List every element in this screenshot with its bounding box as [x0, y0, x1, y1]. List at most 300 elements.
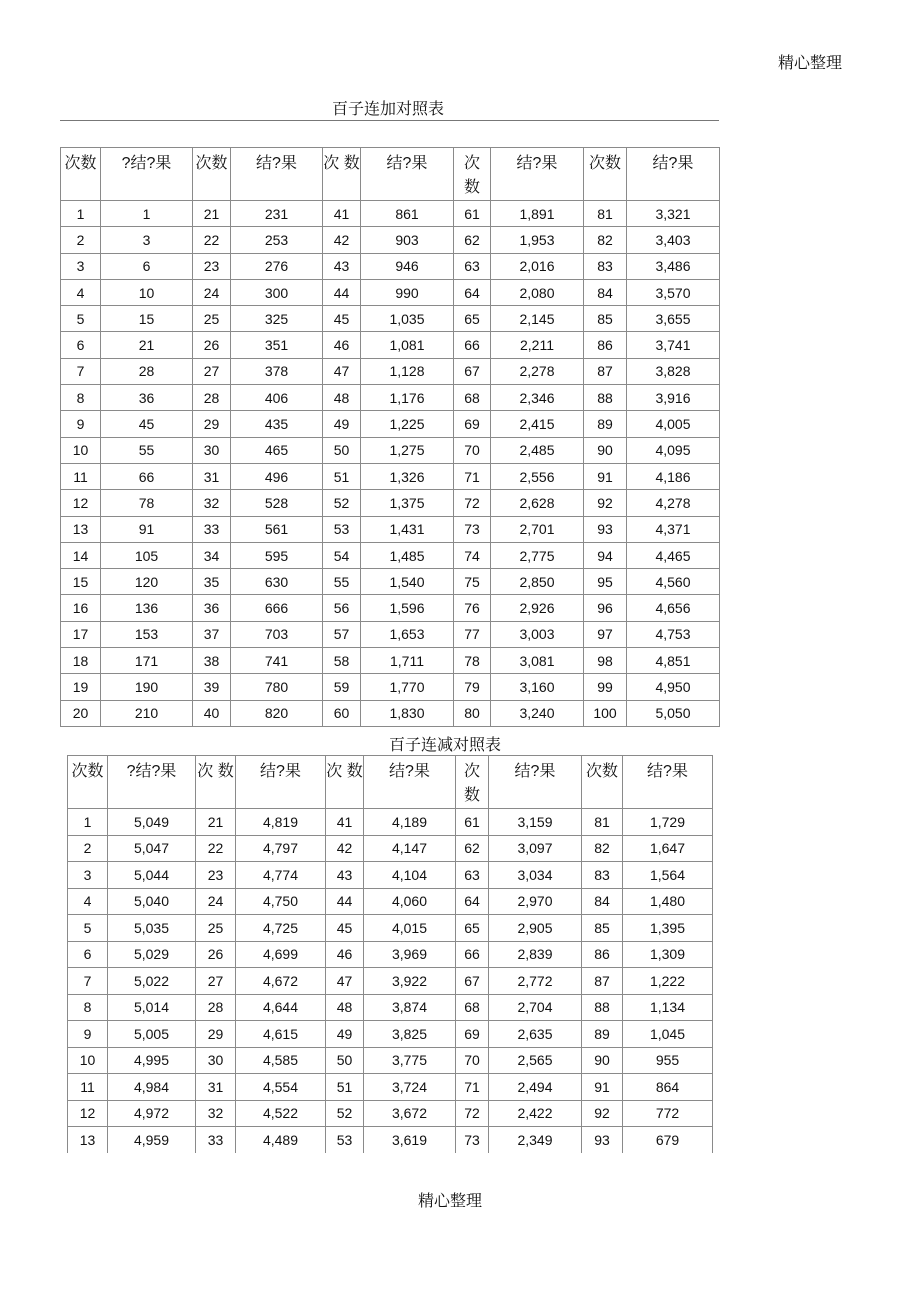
count-cell: 5 [61, 306, 101, 332]
count-cell: 58 [323, 648, 361, 674]
result-cell: 4,995 [108, 1047, 196, 1074]
result-cell: 561 [231, 516, 323, 542]
result-cell: 153 [101, 621, 193, 647]
result-cell: 1,176 [361, 385, 454, 411]
count-cell: 12 [61, 490, 101, 516]
result-cell: 2,926 [491, 595, 584, 621]
count-cell: 2 [61, 227, 101, 253]
result-cell: 2,775 [491, 542, 584, 568]
subtraction-table-title: 百子连减对照表 [389, 737, 502, 754]
result-cell: 666 [231, 595, 323, 621]
count-cell: 66 [456, 941, 489, 968]
header-result-5: 结?果 [627, 148, 720, 201]
result-cell: 1,540 [361, 569, 454, 595]
result-cell: 4,585 [236, 1047, 326, 1074]
count-cell: 53 [326, 1127, 364, 1154]
count-cell: 63 [454, 253, 491, 279]
count-cell: 96 [584, 595, 627, 621]
result-cell: 36 [101, 385, 193, 411]
result-cell: 2,080 [491, 279, 584, 305]
result-cell: 28 [101, 358, 193, 384]
table-row [61, 358, 720, 384]
result-cell: 3,403 [627, 227, 720, 253]
count-cell: 48 [326, 994, 364, 1021]
result-cell: 3,874 [364, 994, 456, 1021]
result-cell: 2,145 [491, 306, 584, 332]
result-cell: 5,050 [627, 700, 720, 726]
result-cell: 1 [101, 201, 193, 227]
result-cell: 595 [231, 542, 323, 568]
result-cell: 2,016 [491, 253, 584, 279]
count-cell: 64 [456, 888, 489, 915]
count-cell: 3 [68, 862, 108, 889]
result-cell: 2,635 [489, 1021, 582, 1048]
result-cell: 4,186 [627, 463, 720, 489]
count-cell: 61 [456, 809, 489, 836]
result-cell: 406 [231, 385, 323, 411]
result-cell: 2,415 [491, 411, 584, 437]
count-cell: 44 [326, 888, 364, 915]
result-cell: 190 [101, 674, 193, 700]
table-row [61, 542, 720, 568]
result-cell: 2,628 [491, 490, 584, 516]
result-cell: 4,371 [627, 516, 720, 542]
table-row [68, 1127, 713, 1154]
count-cell: 83 [584, 253, 627, 279]
result-cell: 1,134 [623, 994, 713, 1021]
header-count-3: 次 数 [323, 148, 361, 201]
count-cell: 82 [584, 227, 627, 253]
result-cell: 210 [101, 700, 193, 726]
count-cell: 76 [454, 595, 491, 621]
result-cell: 1,081 [361, 332, 454, 358]
count-cell: 71 [454, 463, 491, 489]
result-cell: 1,128 [361, 358, 454, 384]
count-cell: 11 [61, 463, 101, 489]
addition-table [60, 147, 720, 727]
count-cell: 2 [68, 835, 108, 862]
header-count-1: 次数 [61, 148, 101, 201]
count-cell: 63 [456, 862, 489, 889]
count-cell: 25 [193, 306, 231, 332]
count-cell: 82 [582, 835, 623, 862]
count-cell: 72 [456, 1100, 489, 1127]
table-row [61, 463, 720, 489]
result-cell: 1,275 [361, 437, 454, 463]
count-cell: 47 [323, 358, 361, 384]
result-cell: 5,044 [108, 862, 196, 889]
count-cell: 28 [196, 994, 236, 1021]
count-cell: 8 [61, 385, 101, 411]
count-cell: 85 [584, 306, 627, 332]
count-cell: 92 [582, 1100, 623, 1127]
result-cell: 21 [101, 332, 193, 358]
result-cell: 2,346 [491, 385, 584, 411]
result-cell: 990 [361, 279, 454, 305]
count-cell: 62 [454, 227, 491, 253]
table-row [68, 915, 713, 942]
count-cell: 91 [582, 1074, 623, 1101]
count-cell: 43 [326, 862, 364, 889]
count-cell: 99 [584, 674, 627, 700]
header-count-2: 次数 [193, 148, 231, 201]
header-count-4: 次 数 [454, 148, 491, 201]
count-cell: 67 [456, 968, 489, 995]
table-row [61, 490, 720, 516]
subtraction-header-row [68, 756, 713, 809]
result-cell: 1,375 [361, 490, 454, 516]
count-cell: 94 [584, 542, 627, 568]
table-row [61, 306, 720, 332]
result-cell: 300 [231, 279, 323, 305]
result-cell: 3,619 [364, 1127, 456, 1154]
table-row [61, 201, 720, 227]
result-cell: 2,556 [491, 463, 584, 489]
result-cell: 1,891 [491, 201, 584, 227]
result-cell: 2,970 [489, 888, 582, 915]
table-row [61, 253, 720, 279]
table-row [68, 1047, 713, 1074]
count-cell: 10 [61, 437, 101, 463]
count-cell: 45 [323, 306, 361, 332]
result-cell: 5,029 [108, 941, 196, 968]
result-cell: 4,465 [627, 542, 720, 568]
count-cell: 32 [193, 490, 231, 516]
result-cell: 820 [231, 700, 323, 726]
table-row [61, 385, 720, 411]
result-cell: 4,672 [236, 968, 326, 995]
table-row [61, 516, 720, 542]
result-cell: 171 [101, 648, 193, 674]
result-cell: 1,222 [623, 968, 713, 995]
result-cell: 3,081 [491, 648, 584, 674]
count-cell: 97 [584, 621, 627, 647]
title-divider [60, 120, 719, 121]
result-cell: 741 [231, 648, 323, 674]
count-cell: 70 [454, 437, 491, 463]
result-cell: 2,494 [489, 1074, 582, 1101]
count-cell: 68 [454, 385, 491, 411]
header-count-5: 次数 [584, 148, 627, 201]
header-result-2: 结?果 [231, 148, 323, 201]
result-cell: 4,189 [364, 809, 456, 836]
header-result-1: ?结?果 [108, 756, 196, 809]
result-cell: 4,554 [236, 1074, 326, 1101]
result-cell: 5,014 [108, 994, 196, 1021]
header-count-1: 次数 [68, 756, 108, 809]
result-cell: 4,959 [108, 1127, 196, 1154]
count-cell: 11 [68, 1074, 108, 1101]
count-cell: 77 [454, 621, 491, 647]
result-cell: 2,772 [489, 968, 582, 995]
count-cell: 24 [196, 888, 236, 915]
count-cell: 9 [61, 411, 101, 437]
count-cell: 48 [323, 385, 361, 411]
result-cell: 4,750 [236, 888, 326, 915]
count-cell: 45 [326, 915, 364, 942]
count-cell: 35 [193, 569, 231, 595]
result-cell: 4,095 [627, 437, 720, 463]
result-cell: 3,655 [627, 306, 720, 332]
count-cell: 73 [456, 1127, 489, 1154]
result-cell: 3,724 [364, 1074, 456, 1101]
count-cell: 52 [323, 490, 361, 516]
result-cell: 3,321 [627, 201, 720, 227]
addition-table-body [61, 201, 720, 727]
count-cell: 1 [61, 201, 101, 227]
table-row [61, 700, 720, 726]
header-result-2: 结?果 [236, 756, 326, 809]
count-cell: 60 [323, 700, 361, 726]
table-row [61, 569, 720, 595]
count-cell: 65 [456, 915, 489, 942]
count-cell: 32 [196, 1100, 236, 1127]
result-cell: 2,850 [491, 569, 584, 595]
count-cell: 71 [456, 1074, 489, 1101]
result-cell: 1,395 [623, 915, 713, 942]
count-cell: 59 [323, 674, 361, 700]
result-cell: 496 [231, 463, 323, 489]
result-cell: 1,431 [361, 516, 454, 542]
count-cell: 42 [326, 835, 364, 862]
result-cell: 253 [231, 227, 323, 253]
result-cell: 3,160 [491, 674, 584, 700]
result-cell: 3,775 [364, 1047, 456, 1074]
count-cell: 25 [196, 915, 236, 942]
result-cell: 772 [623, 1100, 713, 1127]
header-result-4: 结?果 [491, 148, 584, 201]
result-cell: 3,570 [627, 279, 720, 305]
subtraction-table [67, 755, 713, 1153]
table-row [68, 835, 713, 862]
count-cell: 28 [193, 385, 231, 411]
count-cell: 87 [584, 358, 627, 384]
result-cell: 2,839 [489, 941, 582, 968]
result-cell: 2,349 [489, 1127, 582, 1154]
count-cell: 33 [193, 516, 231, 542]
count-cell: 78 [454, 648, 491, 674]
count-cell: 93 [582, 1127, 623, 1154]
count-cell: 13 [61, 516, 101, 542]
result-cell: 15 [101, 306, 193, 332]
result-cell: 3,922 [364, 968, 456, 995]
count-cell: 87 [582, 968, 623, 995]
result-cell: 5,035 [108, 915, 196, 942]
result-cell: 3,825 [364, 1021, 456, 1048]
count-cell: 41 [326, 809, 364, 836]
table-row [61, 648, 720, 674]
count-cell: 27 [196, 968, 236, 995]
result-cell: 4,851 [627, 648, 720, 674]
count-cell: 31 [193, 463, 231, 489]
count-cell: 27 [193, 358, 231, 384]
result-cell: 3 [101, 227, 193, 253]
result-cell: 4,060 [364, 888, 456, 915]
table-row [68, 1074, 713, 1101]
count-cell: 83 [582, 862, 623, 889]
result-cell: 4,984 [108, 1074, 196, 1101]
count-cell: 23 [196, 862, 236, 889]
result-cell: 3,097 [489, 835, 582, 862]
table-row [68, 809, 713, 836]
count-cell: 30 [193, 437, 231, 463]
result-cell: 1,729 [623, 809, 713, 836]
count-cell: 86 [584, 332, 627, 358]
count-cell: 41 [323, 201, 361, 227]
count-cell: 86 [582, 941, 623, 968]
table-row [61, 621, 720, 647]
count-cell: 6 [68, 941, 108, 968]
count-cell: 92 [584, 490, 627, 516]
count-cell: 4 [68, 888, 108, 915]
result-cell: 1,770 [361, 674, 454, 700]
count-cell: 8 [68, 994, 108, 1021]
result-cell: 4,753 [627, 621, 720, 647]
result-cell: 4,656 [627, 595, 720, 621]
count-cell: 31 [196, 1074, 236, 1101]
count-cell: 21 [196, 809, 236, 836]
result-cell: 1,830 [361, 700, 454, 726]
result-cell: 351 [231, 332, 323, 358]
result-cell: 5,022 [108, 968, 196, 995]
count-cell: 81 [582, 809, 623, 836]
result-cell: 120 [101, 569, 193, 595]
result-cell: 4,615 [236, 1021, 326, 1048]
count-cell: 65 [454, 306, 491, 332]
count-cell: 38 [193, 648, 231, 674]
count-cell: 1 [68, 809, 108, 836]
count-cell: 50 [323, 437, 361, 463]
count-cell: 49 [323, 411, 361, 437]
result-cell: 5,049 [108, 809, 196, 836]
count-cell: 66 [454, 332, 491, 358]
count-cell: 57 [323, 621, 361, 647]
count-cell: 68 [456, 994, 489, 1021]
result-cell: 679 [623, 1127, 713, 1154]
table-row [68, 941, 713, 968]
count-cell: 61 [454, 201, 491, 227]
result-cell: 946 [361, 253, 454, 279]
result-cell: 5,040 [108, 888, 196, 915]
result-cell: 105 [101, 542, 193, 568]
header-result-3: 结?果 [364, 756, 456, 809]
result-cell: 1,953 [491, 227, 584, 253]
result-cell: 630 [231, 569, 323, 595]
result-cell: 3,741 [627, 332, 720, 358]
count-cell: 15 [61, 569, 101, 595]
count-cell: 49 [326, 1021, 364, 1048]
addition-table-title: 百子连加对照表 [332, 101, 445, 118]
addition-header-row [61, 148, 720, 201]
result-cell: 1,326 [361, 463, 454, 489]
count-cell: 9 [68, 1021, 108, 1048]
result-cell: 1,225 [361, 411, 454, 437]
result-cell: 66 [101, 463, 193, 489]
result-cell: 5,047 [108, 835, 196, 862]
header-result-3: 结?果 [361, 148, 454, 201]
count-cell: 67 [454, 358, 491, 384]
count-cell: 89 [582, 1021, 623, 1048]
count-cell: 90 [584, 437, 627, 463]
result-cell: 1,035 [361, 306, 454, 332]
count-cell: 17 [61, 621, 101, 647]
count-cell: 29 [196, 1021, 236, 1048]
table-row [68, 888, 713, 915]
count-cell: 33 [196, 1127, 236, 1154]
count-cell: 36 [193, 595, 231, 621]
count-cell: 84 [582, 888, 623, 915]
count-cell: 39 [193, 674, 231, 700]
result-cell: 10 [101, 279, 193, 305]
count-cell: 44 [323, 279, 361, 305]
count-cell: 42 [323, 227, 361, 253]
result-cell: 231 [231, 201, 323, 227]
result-cell: 1,596 [361, 595, 454, 621]
result-cell: 3,003 [491, 621, 584, 647]
header-note: 精心整理 [778, 55, 843, 72]
result-cell: 4,725 [236, 915, 326, 942]
count-cell: 34 [193, 542, 231, 568]
count-cell: 85 [582, 915, 623, 942]
count-cell: 54 [323, 542, 361, 568]
result-cell: 4,278 [627, 490, 720, 516]
count-cell: 14 [61, 542, 101, 568]
count-cell: 93 [584, 516, 627, 542]
result-cell: 4,644 [236, 994, 326, 1021]
table-row [68, 862, 713, 889]
count-cell: 98 [584, 648, 627, 674]
header-count-2: 次 数 [196, 756, 236, 809]
count-cell: 90 [582, 1047, 623, 1074]
count-cell: 24 [193, 279, 231, 305]
count-cell: 5 [68, 915, 108, 942]
result-cell: 3,916 [627, 385, 720, 411]
count-cell: 20 [61, 700, 101, 726]
footer-note: 精心整理 [418, 1193, 483, 1210]
result-cell: 1,485 [361, 542, 454, 568]
result-cell: 4,972 [108, 1100, 196, 1127]
result-cell: 2,278 [491, 358, 584, 384]
result-cell: 4,147 [364, 835, 456, 862]
count-cell: 75 [454, 569, 491, 595]
result-cell: 4,560 [627, 569, 720, 595]
count-cell: 22 [193, 227, 231, 253]
result-cell: 4,774 [236, 862, 326, 889]
header-count-4: 次 数 [456, 756, 489, 809]
result-cell: 1,711 [361, 648, 454, 674]
count-cell: 30 [196, 1047, 236, 1074]
result-cell: 4,015 [364, 915, 456, 942]
count-cell: 89 [584, 411, 627, 437]
result-cell: 3,034 [489, 862, 582, 889]
count-cell: 52 [326, 1100, 364, 1127]
count-cell: 12 [68, 1100, 108, 1127]
result-cell: 378 [231, 358, 323, 384]
header-count-3: 次 数 [326, 756, 364, 809]
count-cell: 3 [61, 253, 101, 279]
table-row [61, 595, 720, 621]
count-cell: 47 [326, 968, 364, 995]
result-cell: 903 [361, 227, 454, 253]
count-cell: 29 [193, 411, 231, 437]
count-cell: 43 [323, 253, 361, 279]
count-cell: 73 [454, 516, 491, 542]
result-cell: 465 [231, 437, 323, 463]
result-cell: 2,422 [489, 1100, 582, 1127]
count-cell: 74 [454, 542, 491, 568]
count-cell: 91 [584, 463, 627, 489]
count-cell: 79 [454, 674, 491, 700]
